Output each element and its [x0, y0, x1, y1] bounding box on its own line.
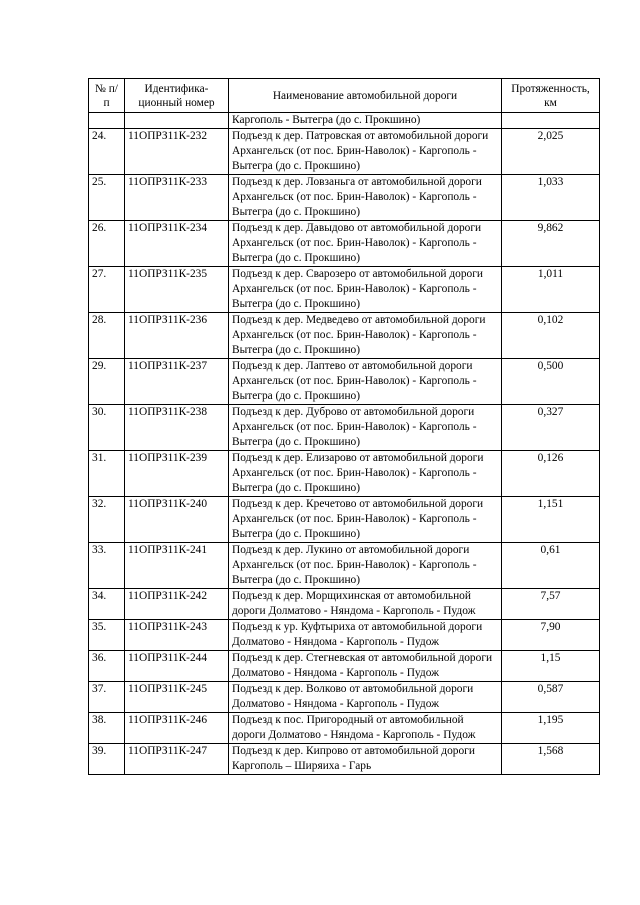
- table-row: [89, 497, 600, 543]
- row-id: 11ОПРЗ11К-237: [125, 359, 229, 405]
- row-length: 0,587: [502, 682, 600, 713]
- row-num: [89, 113, 125, 129]
- header-num: № п/п: [89, 79, 125, 113]
- row-road-name: Подъезд к дер. Лукино от автомобильной дороги Архангельск (от пос. Брин-Наволок) - Каргополь - Вытегра (до с. Прокшино): [229, 543, 502, 589]
- table-row: [89, 651, 600, 682]
- row-road-name: Подъезд к ур. Куфтыриха от автомобильной дороги Долматово - Няндома - Каргополь - Пудож: [229, 620, 502, 651]
- row-number: 35.: [89, 620, 125, 651]
- table-row: [89, 405, 600, 451]
- table-row: [89, 713, 600, 744]
- row-length: 2,025: [502, 129, 600, 175]
- row-id: 11ОПРЗ11К-247: [125, 744, 229, 775]
- row-id: 11ОПРЗ11К-243: [125, 620, 229, 651]
- row-number: 34.: [89, 589, 125, 620]
- row-number: 27.: [89, 267, 125, 313]
- row-id: 11ОПРЗ11К-246: [125, 713, 229, 744]
- row-road-name: Подъезд к дер. Ловзаньга от автомобильной дороги Архангельск (от пос. Брин-Наволок) - Каргополь - Вытегра (до с. Прокшино): [229, 175, 502, 221]
- continuation-text: Каргополь - Вытегра (до с. Прокшино): [229, 113, 502, 129]
- header-name: Наименование автомобильной дороги: [229, 79, 502, 113]
- table-row: [89, 359, 600, 405]
- row-road-name: Подъезд к пос. Пригородный от автомобильной дороги Долматово - Няндома - Каргополь - Пудож: [229, 713, 502, 744]
- row-road-name: Подъезд к дер. Сварозеро от автомобильной дороги Архангельск (от пос. Брин-Наволок) - Каргополь - Вытегра (до с. Прокшино): [229, 267, 502, 313]
- row-length: 1,195: [502, 713, 600, 744]
- row-id: 11ОПРЗ11К-232: [125, 129, 229, 175]
- row-id: 11ОПРЗ11К-244: [125, 651, 229, 682]
- row-road-name: Подъезд к дер. Морщихинская от автомобильной дороги Долматово - Няндома - Каргополь - Пудож: [229, 589, 502, 620]
- row-number: 30.: [89, 405, 125, 451]
- row-number: 24.: [89, 129, 125, 175]
- row-id: 11ОПРЗ11К-245: [125, 682, 229, 713]
- row-number: 36.: [89, 651, 125, 682]
- row-length: 0,126: [502, 451, 600, 497]
- row-id: 11ОПРЗ11К-241: [125, 543, 229, 589]
- row-road-name: Подъезд к дер. Дуброво от автомобильной дороги Архангельск (от пос. Брин-Наволок) - Каргополь - Вытегра (до с. Прокшино): [229, 405, 502, 451]
- row-road-name: Подъезд к дер. Медведево от автомобильной дороги Архангельск (от пос. Брин-Наволок) - Каргополь - Вытегра (до с. Прокшино): [229, 313, 502, 359]
- row-id: 11ОПРЗ11К-242: [125, 589, 229, 620]
- row-road-name: Подъезд к дер. Волково от автомобильной дороги Долматово - Няндома - Каргополь - Пудож: [229, 682, 502, 713]
- row-length: 0,500: [502, 359, 600, 405]
- row-number: 28.: [89, 313, 125, 359]
- table-row: [89, 175, 600, 221]
- row-id: 11ОПРЗ11К-238: [125, 405, 229, 451]
- row-road-name: Подъезд к дер. Лаптево от автомобильной дороги Архангельск (от пос. Брин-Наволок) - Каргополь - Вытегра (до с. Прокшино): [229, 359, 502, 405]
- row-id: 11ОПРЗ11К-233: [125, 175, 229, 221]
- row-length: 1,15: [502, 651, 600, 682]
- row-road-name: Подъезд к дер. Стегневская от автомобильной дороги Долматово - Няндома - Каргополь - Пудож: [229, 651, 502, 682]
- table-row: [89, 543, 600, 589]
- row-length: 1,011: [502, 267, 600, 313]
- row-number: 31.: [89, 451, 125, 497]
- table-row: [89, 221, 600, 267]
- row-number: 25.: [89, 175, 125, 221]
- row-road-name: Подъезд к дер. Патровская от автомобильной дороги Архангельск (от пос. Брин-Наволок) - Каргополь - Вытегра (до с. Прокшино): [229, 129, 502, 175]
- header-id: Идентифика-ционный номер: [125, 79, 229, 113]
- row-number: 37.: [89, 682, 125, 713]
- roads-table: [88, 78, 600, 775]
- row-road-name: Подъезд к дер. Кречетово от автомобильной дороги Архангельск (от пос. Брин-Наволок) - Каргополь - Вытегра (до с. Прокшино): [229, 497, 502, 543]
- row-number: 26.: [89, 221, 125, 267]
- row-length: 0,102: [502, 313, 600, 359]
- table-row: [89, 451, 600, 497]
- row-id: 11ОПРЗ11К-236: [125, 313, 229, 359]
- table-row: [89, 313, 600, 359]
- table-row: [89, 620, 600, 651]
- row-id: 11ОПРЗ11К-235: [125, 267, 229, 313]
- row-id: 11ОПРЗ11К-239: [125, 451, 229, 497]
- row-number: 38.: [89, 713, 125, 744]
- row-road-name: Подъезд к дер. Кипрово от автомобильной дороги Каргополь – Ширяиха - Гарь: [229, 744, 502, 775]
- row-length: 1,151: [502, 497, 600, 543]
- row-id: 11ОПРЗ11К-240: [125, 497, 229, 543]
- table-row: [89, 682, 600, 713]
- table-row: [89, 267, 600, 313]
- row-number: 39.: [89, 744, 125, 775]
- row-number: 33.: [89, 543, 125, 589]
- row-number: 29.: [89, 359, 125, 405]
- table-row: [89, 744, 600, 775]
- table-row: [89, 129, 600, 175]
- table-row: [89, 589, 600, 620]
- continuation-row: [89, 113, 600, 129]
- row-length: 0,61: [502, 543, 600, 589]
- row-length: [502, 113, 600, 129]
- row-length: 7,57: [502, 589, 600, 620]
- row-road-name: Подъезд к дер. Давыдово от автомобильной дороги Архангельск (от пос. Брин-Наволок) - Каргополь - Вытегра (до с. Прокшино): [229, 221, 502, 267]
- row-id: 11ОПРЗ11К-234: [125, 221, 229, 267]
- header-length: Протяженность, км: [502, 79, 600, 113]
- row-length: 7,90: [502, 620, 600, 651]
- row-length: 0,327: [502, 405, 600, 451]
- row-number: 32.: [89, 497, 125, 543]
- row-length: 9,862: [502, 221, 600, 267]
- table-header-row: [89, 79, 600, 113]
- row-road-name: Подъезд к дер. Елизарово от автомобильной дороги Архангельск (от пос. Брин-Наволок) - Каргополь - Вытегра (до с. Прокшино): [229, 451, 502, 497]
- row-length: 1,568: [502, 744, 600, 775]
- row-length: 1,033: [502, 175, 600, 221]
- row-id: [125, 113, 229, 129]
